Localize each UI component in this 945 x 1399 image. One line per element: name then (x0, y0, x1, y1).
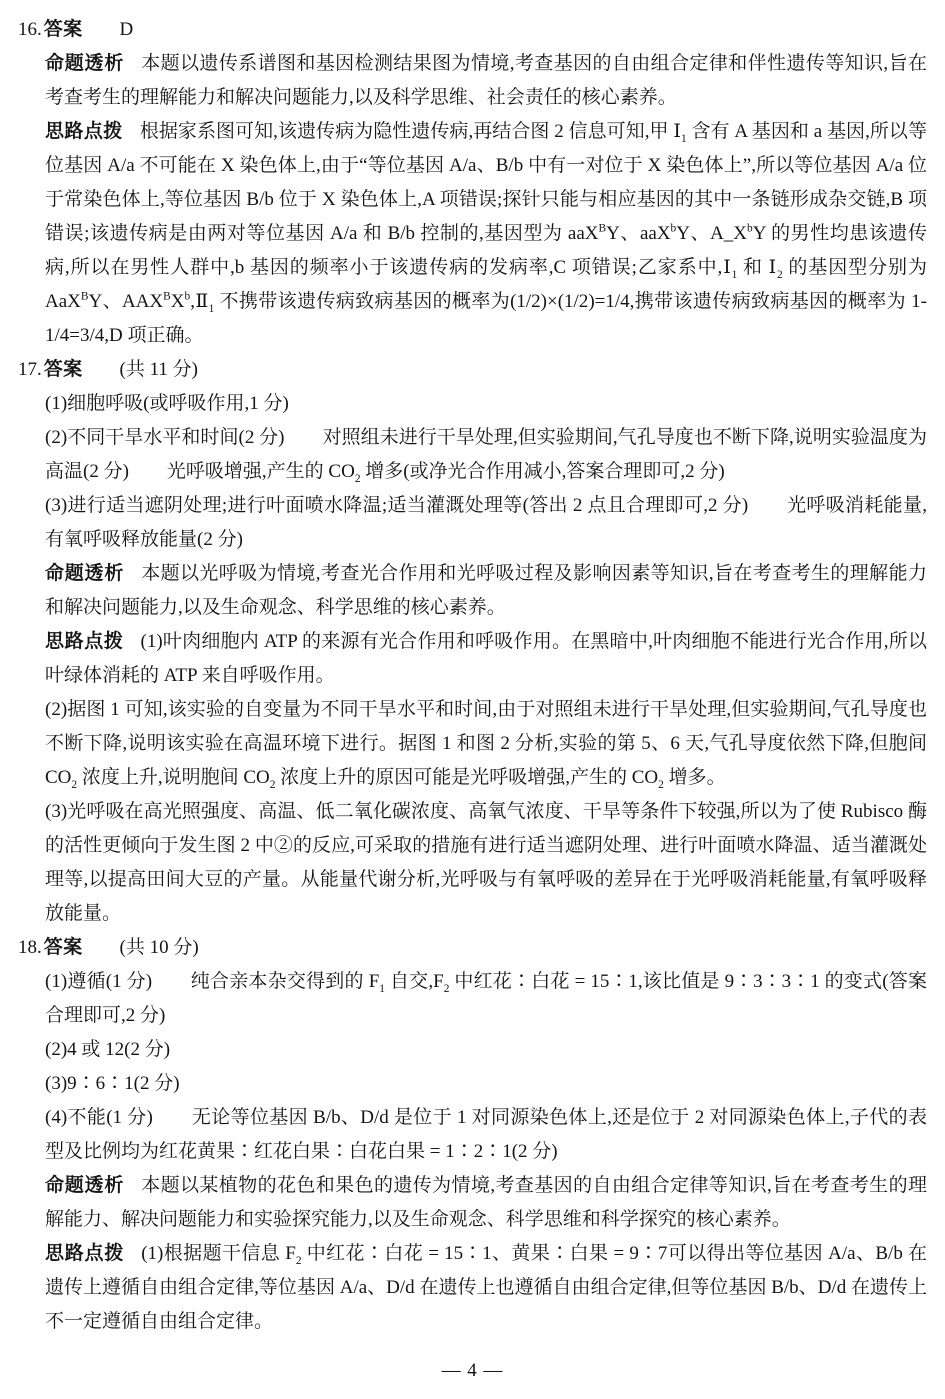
q16-hints-paragraph (45, 115, 927, 353)
q18-sub-answer-4-text: (4)不能(1 分) 无论等位基因 B/b、D/d 是位于 1 对同源染色体上,还是位于 2 对同源染色体上,子代的表型及比例均为红花黄果∶红花白果∶白花白果 = 1∶2∶1(2 分) (45, 1107, 927, 1162)
q17-sub-answer-2-text: (2)不同干旱水平和时间(2 分) 对照组未进行干旱处理,但实验期间,气孔导度也不断下降,说明实验温度为高温(2 分) 光呼吸增强,产生的 $CO_2$ 增多(或净光合作用减小,答案合理即可,2 分) (45, 427, 927, 485)
q18-sub-answer-4 (45, 1101, 927, 1169)
q18-analysis-text: 本题以某植物的花色和果色的遗传为情境,考查基因的自由组合定律等知识,旨在考查考生的理解能力、解决问题能力和实验探究能力,以及生命观念、科学思维和科学探究的核心素养。 (45, 1175, 927, 1230)
q16-answer-label: 答案 (43, 19, 83, 40)
q16-number: 16. (18, 19, 42, 40)
q17-answer-label: 答案 (43, 359, 83, 380)
q17-sub-answer-1-text: (1)细胞呼吸(或呼吸作用,1 分) (45, 393, 289, 414)
q17-analysis-paragraph (45, 557, 927, 625)
q18-hints-text: (1)根据题干信息 $F_2$ 中红花∶白花 = 15∶1、黄果∶白果 = 9∶7可以得出等位基因 A/a、B/b 在遗传上遵循自由组合定律,等位基因 A/a、D/d 在遗传上也遵循自由组合定律,但等位基因 B/b、D/d 在遗传上不一定遵循自由组合定律。 (45, 1243, 927, 1332)
q17-answer-value: (共 11 分) (119, 359, 198, 380)
q16-hints-label: 思路点拨 (45, 121, 123, 142)
q17-hints-text: (1)叶肉细胞内 ATP 的来源有光合作用和呼吸作用。在黑暗中,叶肉细胞不能进行光合作用,所以叶绿体消耗的 ATP 来自呼吸作用。 (45, 631, 927, 686)
q17-hints-label: 思路点拨 (45, 631, 124, 652)
q16-answer-value: D (119, 19, 134, 40)
q18-hints-label: 思路点拨 (45, 1243, 125, 1264)
q17-hints-text-3: (3)光呼吸在高光照强度、高温、低二氧化碳浓度、高氧气浓度、干旱等条件下较强,所以为了使 Rubisco 酶的活性更倾向于发生图 2 中②的反应,可采取的措施有进行适当遮阴处理、进行叶面喷水降温、适当灌溉处理等,以提高田间大豆的产量。从能量代谢分析,光呼吸与有氧呼吸的差异在于光呼吸消耗能量,有氧呼吸释放能量。 (45, 801, 927, 924)
q18-hints-paragraph (45, 1237, 927, 1339)
q17-sub-answer-1 (45, 387, 927, 421)
q17-number: 17. (18, 359, 42, 380)
q18-sub-answer-2 (45, 1033, 927, 1067)
q17-hints-paragraph-3 (45, 795, 927, 931)
q17-analysis-text: 本题以光呼吸为情境,考查光合作用和光呼吸过程及影响因素等知识,旨在考查考生的理解能力和解决问题能力,以及生命观念、科学思维的核心素养。 (45, 563, 927, 618)
q18-number: 18. (18, 937, 42, 958)
q17-sub-answer-3-text: (3)进行适当遮阴处理;进行叶面喷水降温;适当灌溉处理等(答出 2 点且合理即可,2 分) 光呼吸消耗能量,有氧呼吸释放能量(2 分) (45, 495, 927, 550)
q17-answer-head (18, 353, 927, 387)
q18-answer-value: (共 10 分) (119, 937, 199, 958)
q16-analysis-paragraph (45, 47, 927, 115)
q18-sub-answer-1 (45, 965, 927, 1033)
q18-sub-answer-2-text: (2)4 或 12(2 分) (45, 1039, 171, 1060)
q17-hints-paragraph-2 (45, 693, 927, 795)
q16-analysis-label: 命题透析 (45, 53, 125, 74)
q18-sub-answer-3 (45, 1067, 927, 1101)
q18-analysis-label: 命题透析 (45, 1175, 125, 1196)
q17-hints-text-2: (2)据图 1 可知,该实验的自变量为不同干旱水平和时间,由于对照组未进行干旱处理,但实验期间,气孔导度也不断下降,说明该实验在高温环境下进行。据图 1 和图 2 分析,实验的第 5、6 天,气孔导度依然下降,但胞间 $CO_2$ 浓度上升,说明胞间 $CO_2$ 浓度上升的原因可能是光呼吸增强,产生的 $CO_2$ 增多。 (45, 699, 927, 791)
q18-answer-label: 答案 (43, 937, 83, 958)
q17-sub-answer-3 (45, 489, 927, 557)
q16-hints-text: 根据家系图可知,该遗传病为隐性遗传病,再结合图 2 信息可知,甲 $Ⅰ_1$ 含有 A 基因和 a 基因,所以等位基因 A/a 不可能在 X 染色体上,由于“等位基因 A/a、B/b 中有一对位于 X 染色体上”,所以等位基因 A/a 位于常染色体上,等位基因 B/b 位于 X 染色体上,A 项错误;探针只能与相应基因的其中一条链形成杂交链,B 项错误;该遗传病是由两对等位基因 A/a 和 B/b 控制的,基因型为 aaX$^B$Y、aaX$^b$Y、$A\_X^bY$ 的男性均患该遗传病,所以在男性人群中,b 基因的频率小于该遗传病的发病率,C 项错误;乙家系中$,Ⅰ_1$ 和 $Ⅰ_2$ 的基因型分别为 AaX$^B$Y、$AAX^BX^b,Ⅱ_1$ 不携带该遗传病致病基因的概率为(1/2)×(1/2)=1/4,携带该遗传病致病基因的概率为 1-1/4=3/4,D 项正确。 (45, 121, 927, 346)
q17-analysis-label: 命题透析 (45, 563, 125, 584)
q16-answer-head (18, 13, 927, 47)
q18-analysis-paragraph (45, 1169, 927, 1237)
q18-answer-head (18, 931, 927, 965)
q17-hints-paragraph (45, 625, 927, 693)
page-number: — 4 — (441, 1360, 504, 1381)
q18-sub-answer-3-text: (3)9∶6∶1(2 分) (45, 1073, 180, 1094)
q16-analysis-text: 本题以遗传系谱图和基因检测结果图为情境,考查基因的自由组合定律和伴性遗传等知识,旨在考查考生的理解能力和解决问题能力,以及科学思维、社会责任的核心素养。 (45, 53, 927, 108)
q17-sub-answer-2 (45, 421, 927, 489)
q18-sub-answer-1-text: (1)遵循(1 分) 纯合亲本杂交得到的 $F_1$ 自交$,F_2$ 中红花∶白花 = 15∶1,该比值是 9∶3∶3∶1 的变式(答案合理即可,2 分) (45, 971, 927, 1026)
